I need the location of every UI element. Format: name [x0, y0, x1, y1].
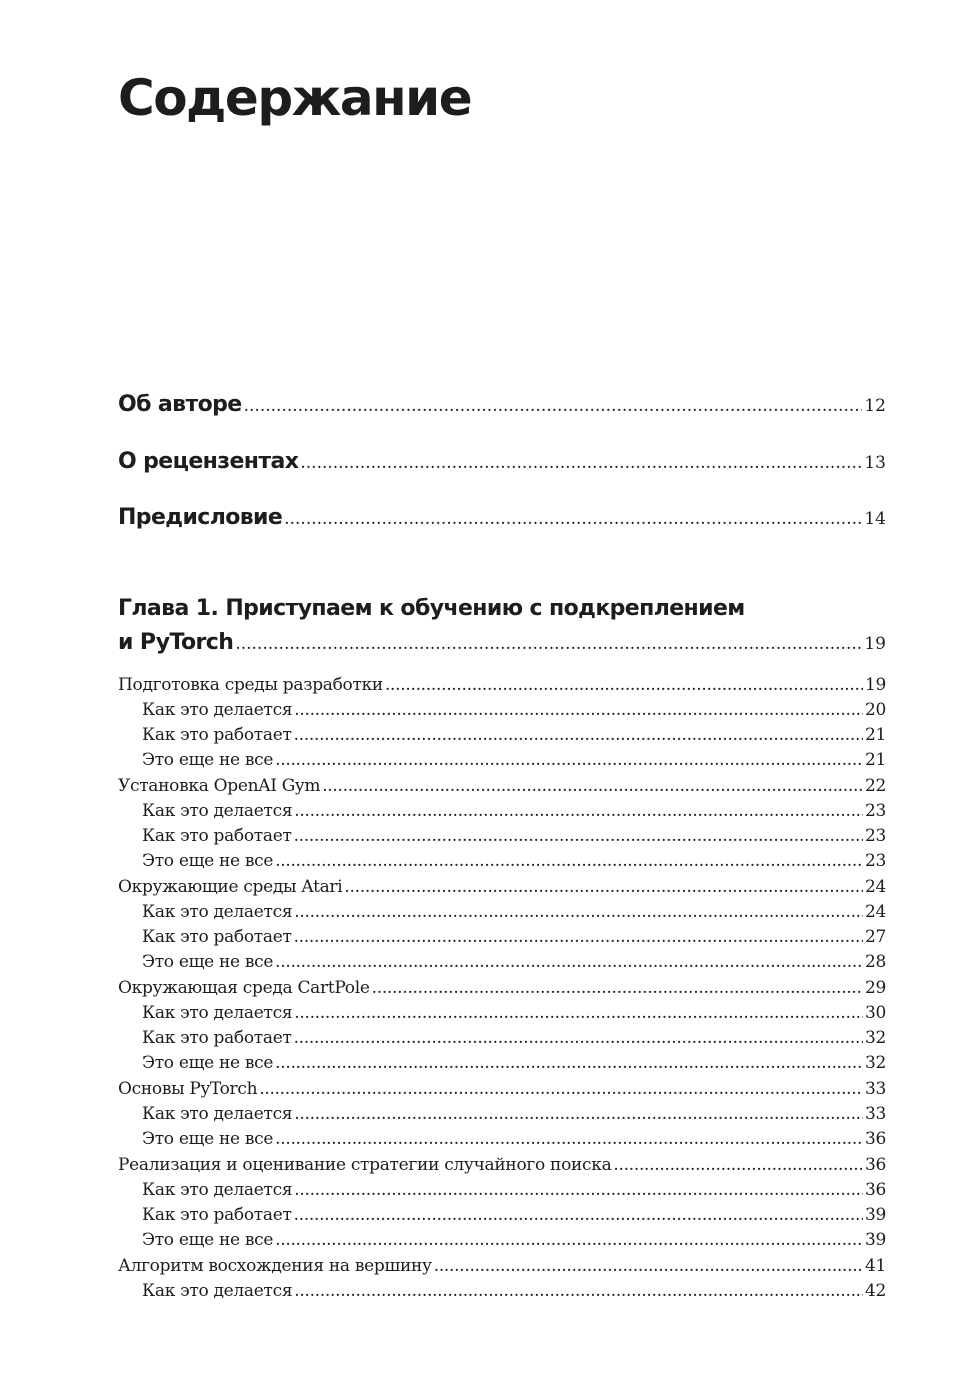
- dot-leader: [294, 1026, 863, 1051]
- toc-subsection[interactable]: [142, 1203, 886, 1228]
- toc-subsection[interactable]: [142, 925, 886, 950]
- page-title: Содержание: [118, 69, 472, 127]
- toc-entry-title: О рецензентах: [118, 449, 299, 474]
- toc-page-number: 21: [864, 750, 886, 770]
- dot-leader: [275, 849, 863, 874]
- toc-page-number: 36: [864, 1180, 886, 1200]
- toc-page-number: 39: [864, 1205, 886, 1225]
- toc-entry-title: Как это делается: [142, 1180, 293, 1200]
- toc-entry-title: Это еще не все: [142, 1129, 274, 1149]
- dot-leader: [322, 774, 863, 799]
- dot-leader: [294, 1102, 863, 1127]
- toc-entry-title: Реализация и оценивание стратегии случайного поиска: [118, 1155, 612, 1175]
- toc-entry-title: Это еще не все: [142, 750, 274, 770]
- toc-page-number: 41: [864, 1256, 886, 1276]
- dot-leader: [275, 1051, 863, 1076]
- dot-leader: [294, 1001, 863, 1026]
- dot-leader: [294, 824, 863, 849]
- toc-subsection[interactable]: [142, 1228, 886, 1253]
- dot-leader: [294, 723, 863, 748]
- toc-page-number: 19: [864, 634, 886, 654]
- toc-entry-title: Об авторе: [118, 392, 242, 417]
- toc-subsection[interactable]: [142, 1026, 886, 1051]
- toc-entry-title: Как это делается: [142, 902, 293, 922]
- dot-leader: [294, 925, 863, 950]
- dot-leader: [294, 900, 863, 925]
- toc-subsection[interactable]: [142, 849, 886, 874]
- toc-page-number: 19: [864, 675, 886, 695]
- toc-entry-title: Это еще не все: [142, 952, 274, 972]
- toc-page-number: 13: [864, 453, 886, 473]
- toc-entry-title: Как это работает: [142, 1028, 292, 1048]
- dot-leader: [294, 1279, 863, 1304]
- toc-entry-about-author[interactable]: [118, 388, 886, 422]
- toc-page-number: 29: [864, 978, 886, 998]
- toc-section[interactable]: [118, 774, 886, 799]
- dot-leader: [275, 1228, 863, 1253]
- toc-entry-title: Это еще не все: [142, 1230, 274, 1250]
- dot-leader: [275, 950, 863, 975]
- toc-entry-title: Алгоритм восхождения на вершину: [118, 1256, 432, 1276]
- dot-leader: [300, 446, 862, 480]
- toc-page-number: 39: [864, 1230, 886, 1250]
- toc-entry-title: Подготовка среды разработки: [118, 675, 383, 695]
- toc-section[interactable]: [118, 673, 886, 698]
- dot-leader: [372, 976, 863, 1001]
- dot-leader: [385, 673, 863, 698]
- toc-entry-title: Это еще не все: [142, 1053, 274, 1073]
- toc-section[interactable]: [118, 976, 886, 1001]
- toc-section[interactable]: [118, 1077, 886, 1102]
- toc-page-number: 23: [864, 826, 886, 846]
- dot-leader: [244, 389, 863, 423]
- dot-leader: [284, 502, 862, 536]
- dot-leader: [613, 1153, 863, 1178]
- toc-subsection[interactable]: [142, 1127, 886, 1152]
- dot-leader: [434, 1254, 863, 1279]
- toc-entry-title: Как это делается: [142, 801, 293, 821]
- toc-entry-title: Это еще не все: [142, 851, 274, 871]
- toc-entry-title: Как это делается: [142, 1104, 293, 1124]
- toc-page-number: 32: [864, 1028, 886, 1048]
- toc-page-number: 24: [864, 877, 886, 897]
- toc-entry-title: Как это делается: [142, 1281, 293, 1301]
- toc-entry-title: Как это делается: [142, 1003, 293, 1023]
- toc-subsection[interactable]: [142, 799, 886, 824]
- toc-subsection[interactable]: [142, 950, 886, 975]
- chapter-title-line1: Глава 1. Приступаем к обучению с подкреплением: [118, 596, 745, 621]
- toc-section[interactable]: [118, 1153, 886, 1178]
- toc-page-number: 20: [864, 700, 886, 720]
- toc-entry-title: Как это работает: [142, 826, 292, 846]
- toc-page-number: 27: [864, 927, 886, 947]
- toc-entry-title: Окружающая среда CartPole: [118, 978, 370, 998]
- toc-page-number: 42: [864, 1281, 886, 1301]
- toc-subsection[interactable]: [142, 723, 886, 748]
- toc-entry-title: Как это работает: [142, 927, 292, 947]
- chapter-title-line2: и PyTorch: [118, 630, 234, 655]
- toc-page-number: 32: [864, 1053, 886, 1073]
- dot-leader: [259, 1077, 863, 1102]
- toc-entry-title: Как это работает: [142, 725, 292, 745]
- toc-page-number: 21: [864, 725, 886, 745]
- dot-leader: [235, 627, 862, 661]
- toc-subsection[interactable]: [142, 1051, 886, 1076]
- dot-leader: [275, 1127, 863, 1152]
- toc-entry-title: Основы PyTorch: [118, 1079, 258, 1099]
- toc-page-number: 23: [864, 801, 886, 821]
- toc-page-number: 28: [864, 952, 886, 972]
- toc-section[interactable]: [118, 875, 886, 900]
- toc-entry-title: Установка OpenAI Gym: [118, 776, 321, 796]
- toc-entry-title: Как это делается: [142, 700, 293, 720]
- dot-leader: [344, 875, 863, 900]
- toc-page-number: 33: [864, 1104, 886, 1124]
- toc-entry-title: Окружающие среды Atari: [118, 877, 343, 897]
- toc-entry-preface[interactable]: [118, 501, 886, 535]
- toc-subsection[interactable]: [142, 1001, 886, 1026]
- toc-subsection[interactable]: [142, 748, 886, 773]
- toc-subsection[interactable]: [142, 1102, 886, 1127]
- toc-subsection[interactable]: [142, 1178, 886, 1203]
- toc-subsection[interactable]: [142, 824, 886, 849]
- toc-page-number: 23: [864, 851, 886, 871]
- toc-page-number: 36: [864, 1155, 886, 1175]
- toc-page-number: 36: [864, 1129, 886, 1149]
- toc-section[interactable]: [118, 1254, 886, 1279]
- toc-page-number: 33: [864, 1079, 886, 1099]
- toc-subsection[interactable]: [142, 1279, 886, 1304]
- toc-page-number: 12: [864, 396, 886, 416]
- toc-page-number: 30: [864, 1003, 886, 1023]
- dot-leader: [294, 1203, 863, 1228]
- toc-page-number: 22: [864, 776, 886, 796]
- toc-entry-reviewers[interactable]: [118, 445, 886, 479]
- dot-leader: [294, 799, 863, 824]
- toc-page-number: 14: [864, 509, 886, 529]
- toc-entry-chapter-1[interactable]: [118, 626, 886, 660]
- toc-entry-title: Предисловие: [118, 505, 283, 530]
- toc-subsection[interactable]: [142, 698, 886, 723]
- toc-subsection[interactable]: [142, 900, 886, 925]
- dot-leader: [294, 1178, 863, 1203]
- toc-entry-title: Как это работает: [142, 1205, 292, 1225]
- dot-leader: [275, 748, 863, 773]
- dot-leader: [294, 698, 863, 723]
- toc-page-number: 24: [864, 902, 886, 922]
